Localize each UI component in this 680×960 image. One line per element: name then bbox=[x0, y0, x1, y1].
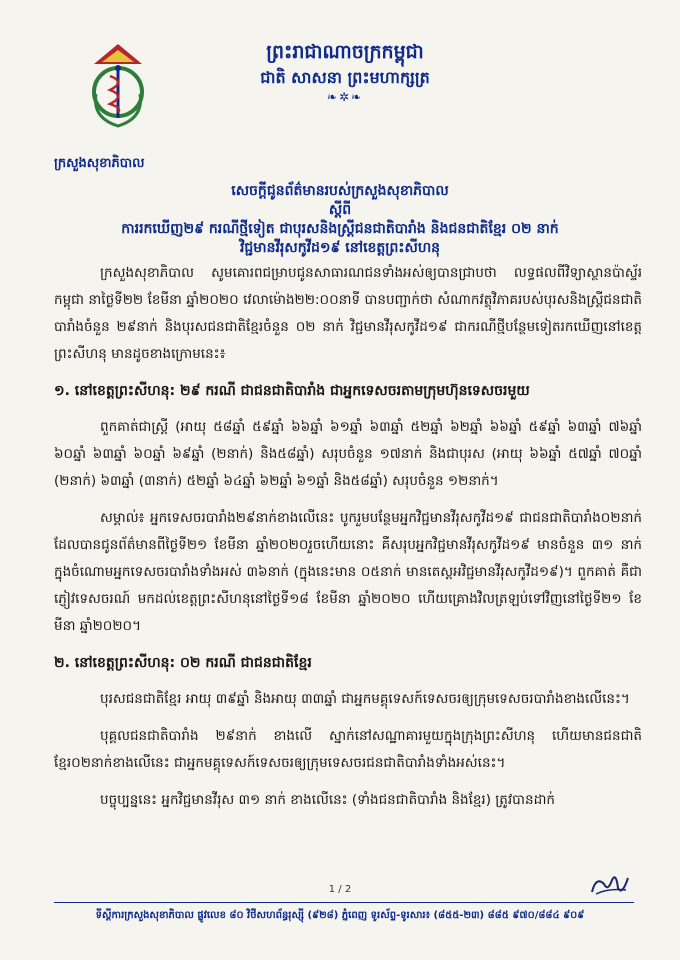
footer-address: ទីស្តីការក្រសួងសុខាភិបាល ផ្លូវលេខ ៨០ វិថីសហព័ន្ធរុស្ស៊ី (៩២៨) ភ្នំពេញ ទូរស័ព្ទ-ទូរសារ៖ (៨៥៥-២៣) ៨៨៥ ៩៧០/៨៨៤ ៩០៩ bbox=[95, 910, 585, 921]
section-1-heading: ១. នៅខេត្តព្រះសីហនុ: ២៩ ករណី ជាជនជាតិបារាំង ជាអ្នកទេសចរតាមក្រុមហ៊ុនទេសចរមួយ bbox=[54, 383, 530, 399]
ministry-label: ក្រសួងសុខាភិបាល bbox=[54, 156, 145, 171]
footer-divider bbox=[54, 902, 634, 903]
ornament: ❧✲❧ bbox=[326, 90, 364, 104]
section-1-paragraph-1: ពួកគាត់ជាស្ត្រី (អាយុ ៥៨ឆ្នាំ ៥៩ឆ្នាំ ៦៦ឆ្នាំ ៦១ឆ្នាំ ៦៣ឆ្នាំ ៥២ឆ្នាំ ៦២ឆ្នាំ ៦៦ឆ្នាំ ៥៩ឆ្នាំ ៦៣ឆ្នាំ ៧៦ឆ្នាំ ៦០ឆ្នាំ ៦៣ឆ្នាំ ៦០ឆ្នាំ ៦៩ឆ្នាំ (២នាក់) និង៥៨ឆ្នាំ) សរុបចំនួន ១៧នាក់ និងជាបុរស (អាយុ ៦៦ឆ្នាំ ៥៧ឆ្នាំ ៧០ឆ្នាំ (២នាក់) ៦៣ឆ្នាំ (៣នាក់) ៥២ឆ្នាំ ៦៤ឆ្នាំ ៦២ឆ្នាំ ៦១ឆ្នាំ និង៥៨ឆ្នាំ) សរុបចំនួន ១២នាក់។ bbox=[54, 419, 642, 489]
section-2-paragraph-3: បច្ចុប្បន្ននេះ អ្នកវិជ្ជមានវីរុស ៣១ នាក់ ខាងលើនេះ (ទាំងជនជាតិបារាំង និងខ្មែរ) ត្រូវបានដាក់ bbox=[100, 792, 555, 808]
letterhead bbox=[180, 38, 510, 104]
section-1-paragraph-2: សម្គាល់៖ អ្នកទេសចរបារាំង២៩នាក់ខាងលើនេះ បូករួមបន្ថែមអ្នកវិជ្ជមានវីរុសកូវីដ១៩ ជាជនជាតិបារាំង០២នាក់ ដែលបានជូនព័ត៌មានពីថ្ងៃទី២១ ខែមីនា ឆ្នាំ២០២០រួចហើយនោះ គឺសរុបអ្នកវិជ្ជមានវីរុសកូវីដ១៩ មានចំនួន ៣១ នាក់ ក្នុងចំណោមអ្នកទេសចរបារាំងទាំងអស់ ៣៦នាក់ (ក្នុងនេះមាន ០៥នាក់ មានតេស្តអវិជ្ជមានវីរុសកូវីដ១៩)។ ពួកគាត់ គឺជាភ្ញៀវទេសចរណ៍ មកដល់ខេត្តព្រះសីហនុនៅថ្ងៃទី១៨ ខែមីនា ឆ្នាំ២០២០ ហើយគ្រោងវិលត្រឡប់ទៅវិញនៅថ្ងៃទី២១ ខែមីនា ឆ្នាំ២០២០។ bbox=[54, 510, 642, 634]
title-line-2: ស្តីពី bbox=[328, 202, 352, 218]
section-2-paragraph-1: បុរសជនជាតិខ្មែរ អាយុ ៣៩ឆ្នាំ និងអាយុ ៣៣ឆ្នាំ ជាអ្នកមគ្គុទេសក៍ទេសចរឲ្យក្រុមទេសចរបារាំងខាងលើនេះ។ bbox=[100, 691, 630, 707]
title-line-3: ការរកឃើញ២៩ ករណីថ្មីទៀត ជាបុរសនិងស្រ្តីជនជាតិបារាំង និងជនជាតិខ្មែរ ០២ នាក់ bbox=[121, 221, 559, 237]
document-title bbox=[40, 182, 640, 258]
section-2-paragraph-2: បុគ្គលជនជាតិបារាំង ២៩នាក់ ខាងលើ ស្នាក់នៅសណ្ឋាគារមួយក្នុងក្រុងព្រះសីហនុ ហើយមានជនជាតិខ្មែរ០២នាក់ខាងលើនេះ ជាអ្នកមគ្គុទេសក៍ទេសចរឲ្យក្រុមទេសចរជនជាតិបារាំងទាំងអស់នេះ។ bbox=[54, 728, 642, 771]
kingdom-title: ព្រះរាជាណាចក្រកម្ពុជា bbox=[266, 41, 424, 63]
section-2-heading: ២. នៅខេត្តព្រះសីហនុ: ០២ ករណី ជាជនជាតិខ្មែរ bbox=[54, 655, 312, 671]
title-line-4: វិជ្ជមានវីរុសកូវីដ១៩ នៅខេត្តព្រះសីហនុ bbox=[239, 240, 441, 256]
document-body bbox=[54, 260, 642, 824]
signature-mark bbox=[588, 870, 632, 900]
intro-paragraph: ក្រសួងសុខាភិបាល សូមគោរពជម្រាបជូនសាធារណជនទាំងអស់ឲ្យបានជ្រាបថា លទ្ធផលពីវិទ្យាស្ថានប៉ាស្ទ័រកម្ពុជា នាថ្ងៃទី២២ ខែមីនា ឆ្នាំ២០២០ វេលាម៉ោង២២:០០នាទី បានបញ្ជាក់ថា សំណាកវត្ថុវិភាគរបស់បុរសនិងស្រ្តីជនជាតិបារាំងចំនួន ២៩នាក់ និងបុរសជនជាតិខ្មែរចំនួន ០២ នាក់ វិជ្ជមានវីរុសកូវីដ១៩ ជាករណីថ្មីបន្ថែមទៀតរកឃើញនៅខេត្តព្រះសីហនុ មានដូចខាងក្រោមនេះ៖ bbox=[54, 265, 642, 362]
ministry-of-health-emblem bbox=[82, 40, 154, 132]
page-number: 1 / 2 bbox=[328, 884, 352, 895]
national-motto: ជាតិ សាសនា ព្រះមហាក្សត្រ bbox=[260, 68, 430, 87]
title-line-1: សេចក្តីជូនព័ត៌មានរបស់ក្រសួងសុខាភិបាល bbox=[231, 183, 449, 199]
